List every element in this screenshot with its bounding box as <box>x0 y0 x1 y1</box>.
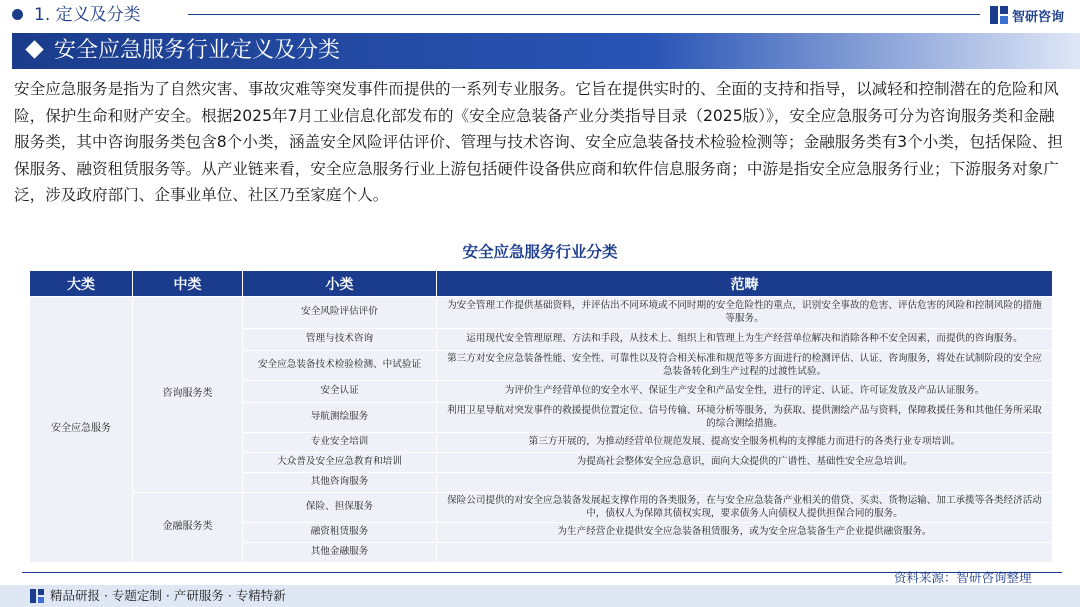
logo-text: 智研咨询 <box>1012 9 1065 25</box>
sub-category: 专业安全培训 <box>243 433 437 453</box>
header-scope: 范畴 <box>437 271 1053 297</box>
sub-category: 其他咨询服务 <box>243 473 437 493</box>
sub-category: 融资租赁服务 <box>243 523 437 543</box>
footer-tagline: 精品研报 · 专题定制 · 产研服务 · 专精特新 <box>50 588 286 603</box>
bullet-dot-icon <box>12 9 23 20</box>
sub-category: 其他金融服务 <box>243 543 437 563</box>
sub-category: 安全风险评估评价 <box>243 297 437 329</box>
sub-category: 安全认证 <box>243 381 437 403</box>
diamond-icon <box>25 40 43 58</box>
sub-category: 导航测绘服务 <box>243 403 437 433</box>
scope-cell: 运用现代安全管理原理、方法和手段，从技术上、组织上和管理上为生产经营单位解决和消除各种不安全因素，而提供的咨询服务。 <box>437 329 1053 351</box>
scope-cell: 为提高社会整体安全应急意识，面向大众提供的广谱性、基础性安全应急培训。 <box>437 453 1053 473</box>
major-category: 安全应急服务 <box>30 297 133 563</box>
mid-category-consult: 咨询服务类 <box>133 297 243 493</box>
intro-paragraph: 安全应急服务是指为了自然灾害、事故灾难等突发事件而提供的一系列专业服务。它旨在提供实时的、全面的支持和指导，以减轻和控制潜在的危险和风险，保护生命和财产安全。根据2025年7月工业信息化部发布的《安全应急装备产业分类指导目录（2025版）》，安全应急服务可分为咨询服务类和金融服务类，其中咨询服务类包含8个小类，涵盖安全风险评估评价、管理与技术咨询、安全应急装备技术检验检测等；金融服务类有3个小类，包括保险、担保服务、融资租赁服务等。从产业链来看，安全应急服务行业上游包括硬件设备供应商和软件信息服务商；中游是指安全应急服务行业；下游服务对象广泛，涉及政府部门、企事业单位、社区乃至家庭个人。 <box>14 80 1064 204</box>
scope-cell: 为生产经营企业提供安全应急装备租赁服务，或为安全应急装备生产企业提供融资服务。 <box>437 523 1053 543</box>
sub-category: 管理与技术咨询 <box>243 329 437 351</box>
scope-cell: 第三方开展的，为推动经营单位规范发展、提高安全服务机构的支撑能力而进行的各类行业专项培训。 <box>437 433 1053 453</box>
scope-cell: 第三方对安全应急装备性能、安全性、可靠性以及符合相关标准和规范等多方面进行的检测评估、认证、咨询服务，将处在试制阶段的安全应急装备转化到生产过程的过渡性试验。 <box>437 351 1053 381</box>
brand-logo <box>990 5 1064 25</box>
scope-cell: 为安全管理工作提供基础资料，并评估出不同环境或不同时期的安全危险性的重点，识别安全事故的危害、评估危害的风险和控制风险的措施等服务。 <box>437 297 1053 329</box>
scope-cell: 为评价生产经营单位的安全水平、保证生产安全和产品安全性，进行的评定、认证、许可证发放及产品认证服务。 <box>437 381 1053 403</box>
classification-table <box>29 270 1053 563</box>
table-title: 安全应急服务行业分类 <box>462 243 618 261</box>
scope-cell <box>437 473 1053 493</box>
sub-category: 保险、担保服务 <box>243 493 437 523</box>
title-band <box>12 33 1080 69</box>
footer-bar <box>0 585 1080 607</box>
footer-logo-icon <box>30 589 44 603</box>
header-major: 大类 <box>30 271 133 297</box>
section-label: 1. 定义及分类 <box>34 5 141 25</box>
page-title: 安全应急服务行业定义及分类 <box>54 38 341 63</box>
scope-cell: 保险公司提供的对安全应急装备发展起支撑作用的各类服务，在与安全应急装备产业相关的借贷、买卖、货物运输、加工承揽等各类经济活动中，债权人为保障其债权实现，要求债务人向债权人提供担保合同的服务。 <box>437 493 1053 523</box>
header-sub: 小类 <box>243 271 437 297</box>
logo-mark-icon <box>990 6 1008 24</box>
header-divider <box>188 14 980 15</box>
mid-category-finance: 金融服务类 <box>133 493 243 563</box>
sub-category: 安全应急装备技术检验检测、中试验证 <box>243 351 437 381</box>
data-source: 资料来源：智研咨询整理 <box>894 570 1032 585</box>
table-row <box>30 493 1053 523</box>
header-mid: 中类 <box>133 271 243 297</box>
scope-cell: 利用卫星导航对突发事件的救援提供位置定位、信号传输、环境分析等服务，为获取、提供测绘产品与资料，保障救援任务和其他任务所采取的综合测绘措施。 <box>437 403 1053 433</box>
sub-category: 大众普及安全应急教育和培训 <box>243 453 437 473</box>
scope-cell <box>437 543 1053 563</box>
table-header-row <box>30 271 1053 297</box>
table-row <box>30 297 1053 329</box>
top-bar <box>0 0 1080 30</box>
